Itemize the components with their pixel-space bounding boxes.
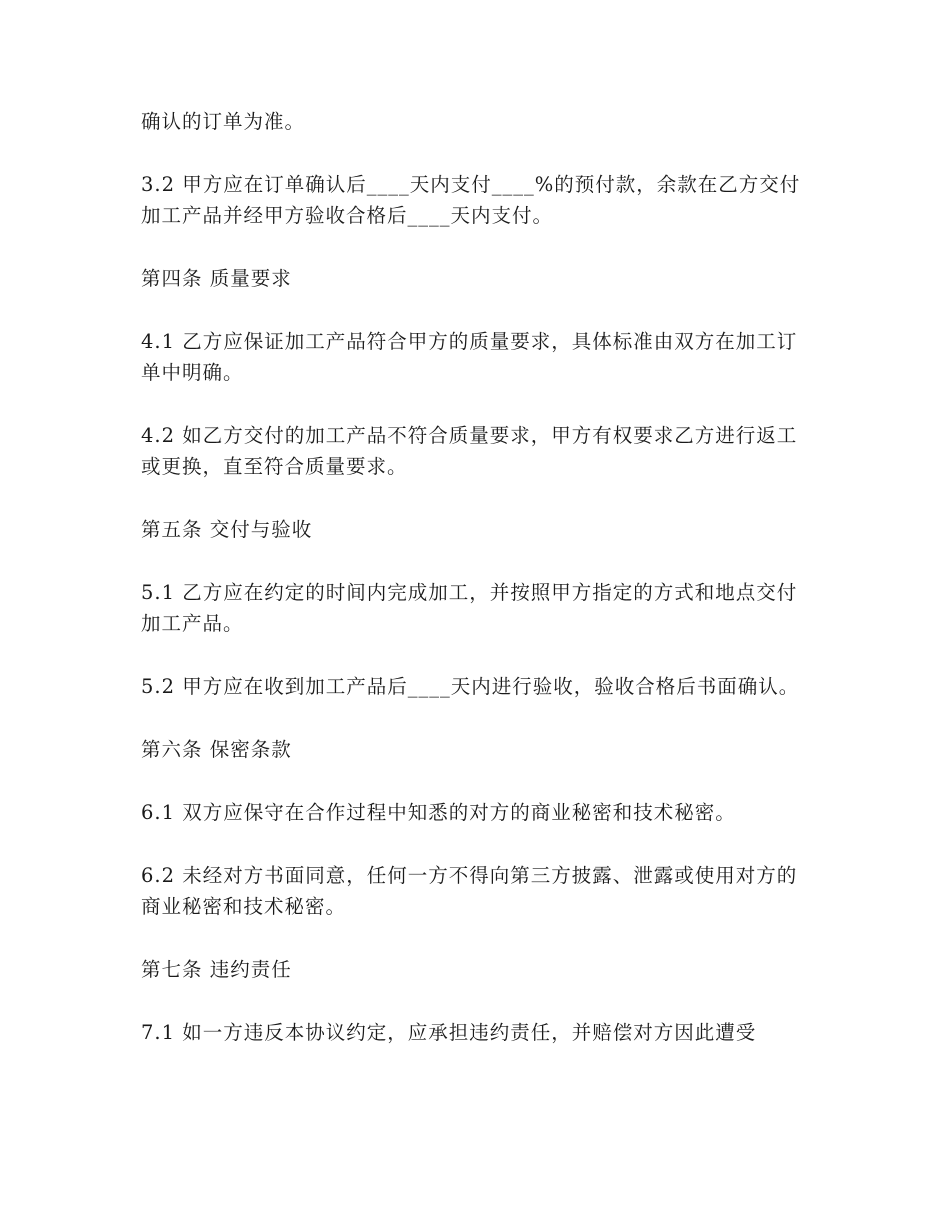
- paragraph-4-1: 4.1 乙方应保证加工产品符合甲方的质量要求，具体标准由双方在加工订单中明确。: [141, 330, 798, 384]
- section-heading-4: 第四条 质量要求: [141, 267, 292, 290]
- paragraph-6-1: 6.1 双方应保守在合作过程中知悉的对方的商业秘密和技术秘密。: [141, 801, 736, 824]
- document-body: [141, 106, 806, 1080]
- paragraph-order-confirmation: 确认的订单为准。: [141, 110, 306, 133]
- section-heading-7: 第七条 违约责任: [141, 958, 292, 981]
- paragraph-5-2: 5.2 甲方应在收到加工产品后____天内进行验收，验收合格后书面确认。: [141, 675, 800, 698]
- paragraph-6-2: 6.2 未经对方书面同意，任何一方不得向第三方披露、泄露或使用对方的商业秘密和技术秘密。: [141, 864, 798, 918]
- paragraph-7-1: 7.1 如一方违反本协议约定，应承担违约责任，并赔偿对方因此遭受: [141, 1021, 757, 1044]
- section-heading-5: 第五条 交付与验收: [141, 518, 313, 541]
- paragraph-3-2: 3.2 甲方应在订单确认后____天内支付____%的预付款，余款在乙方交付加工产品并经甲方验收合格后____天内支付。: [141, 173, 801, 227]
- section-heading-6: 第六条 保密条款: [141, 738, 292, 761]
- paragraph-5-1: 5.1 乙方应在约定的时间内完成加工，并按照甲方指定的方式和地点交付加工产品。: [141, 581, 798, 635]
- paragraph-4-2: 4.2 如乙方交付的加工产品不符合质量要求，甲方有权要求乙方进行返工或更换，直至符合质量要求。: [141, 424, 798, 478]
